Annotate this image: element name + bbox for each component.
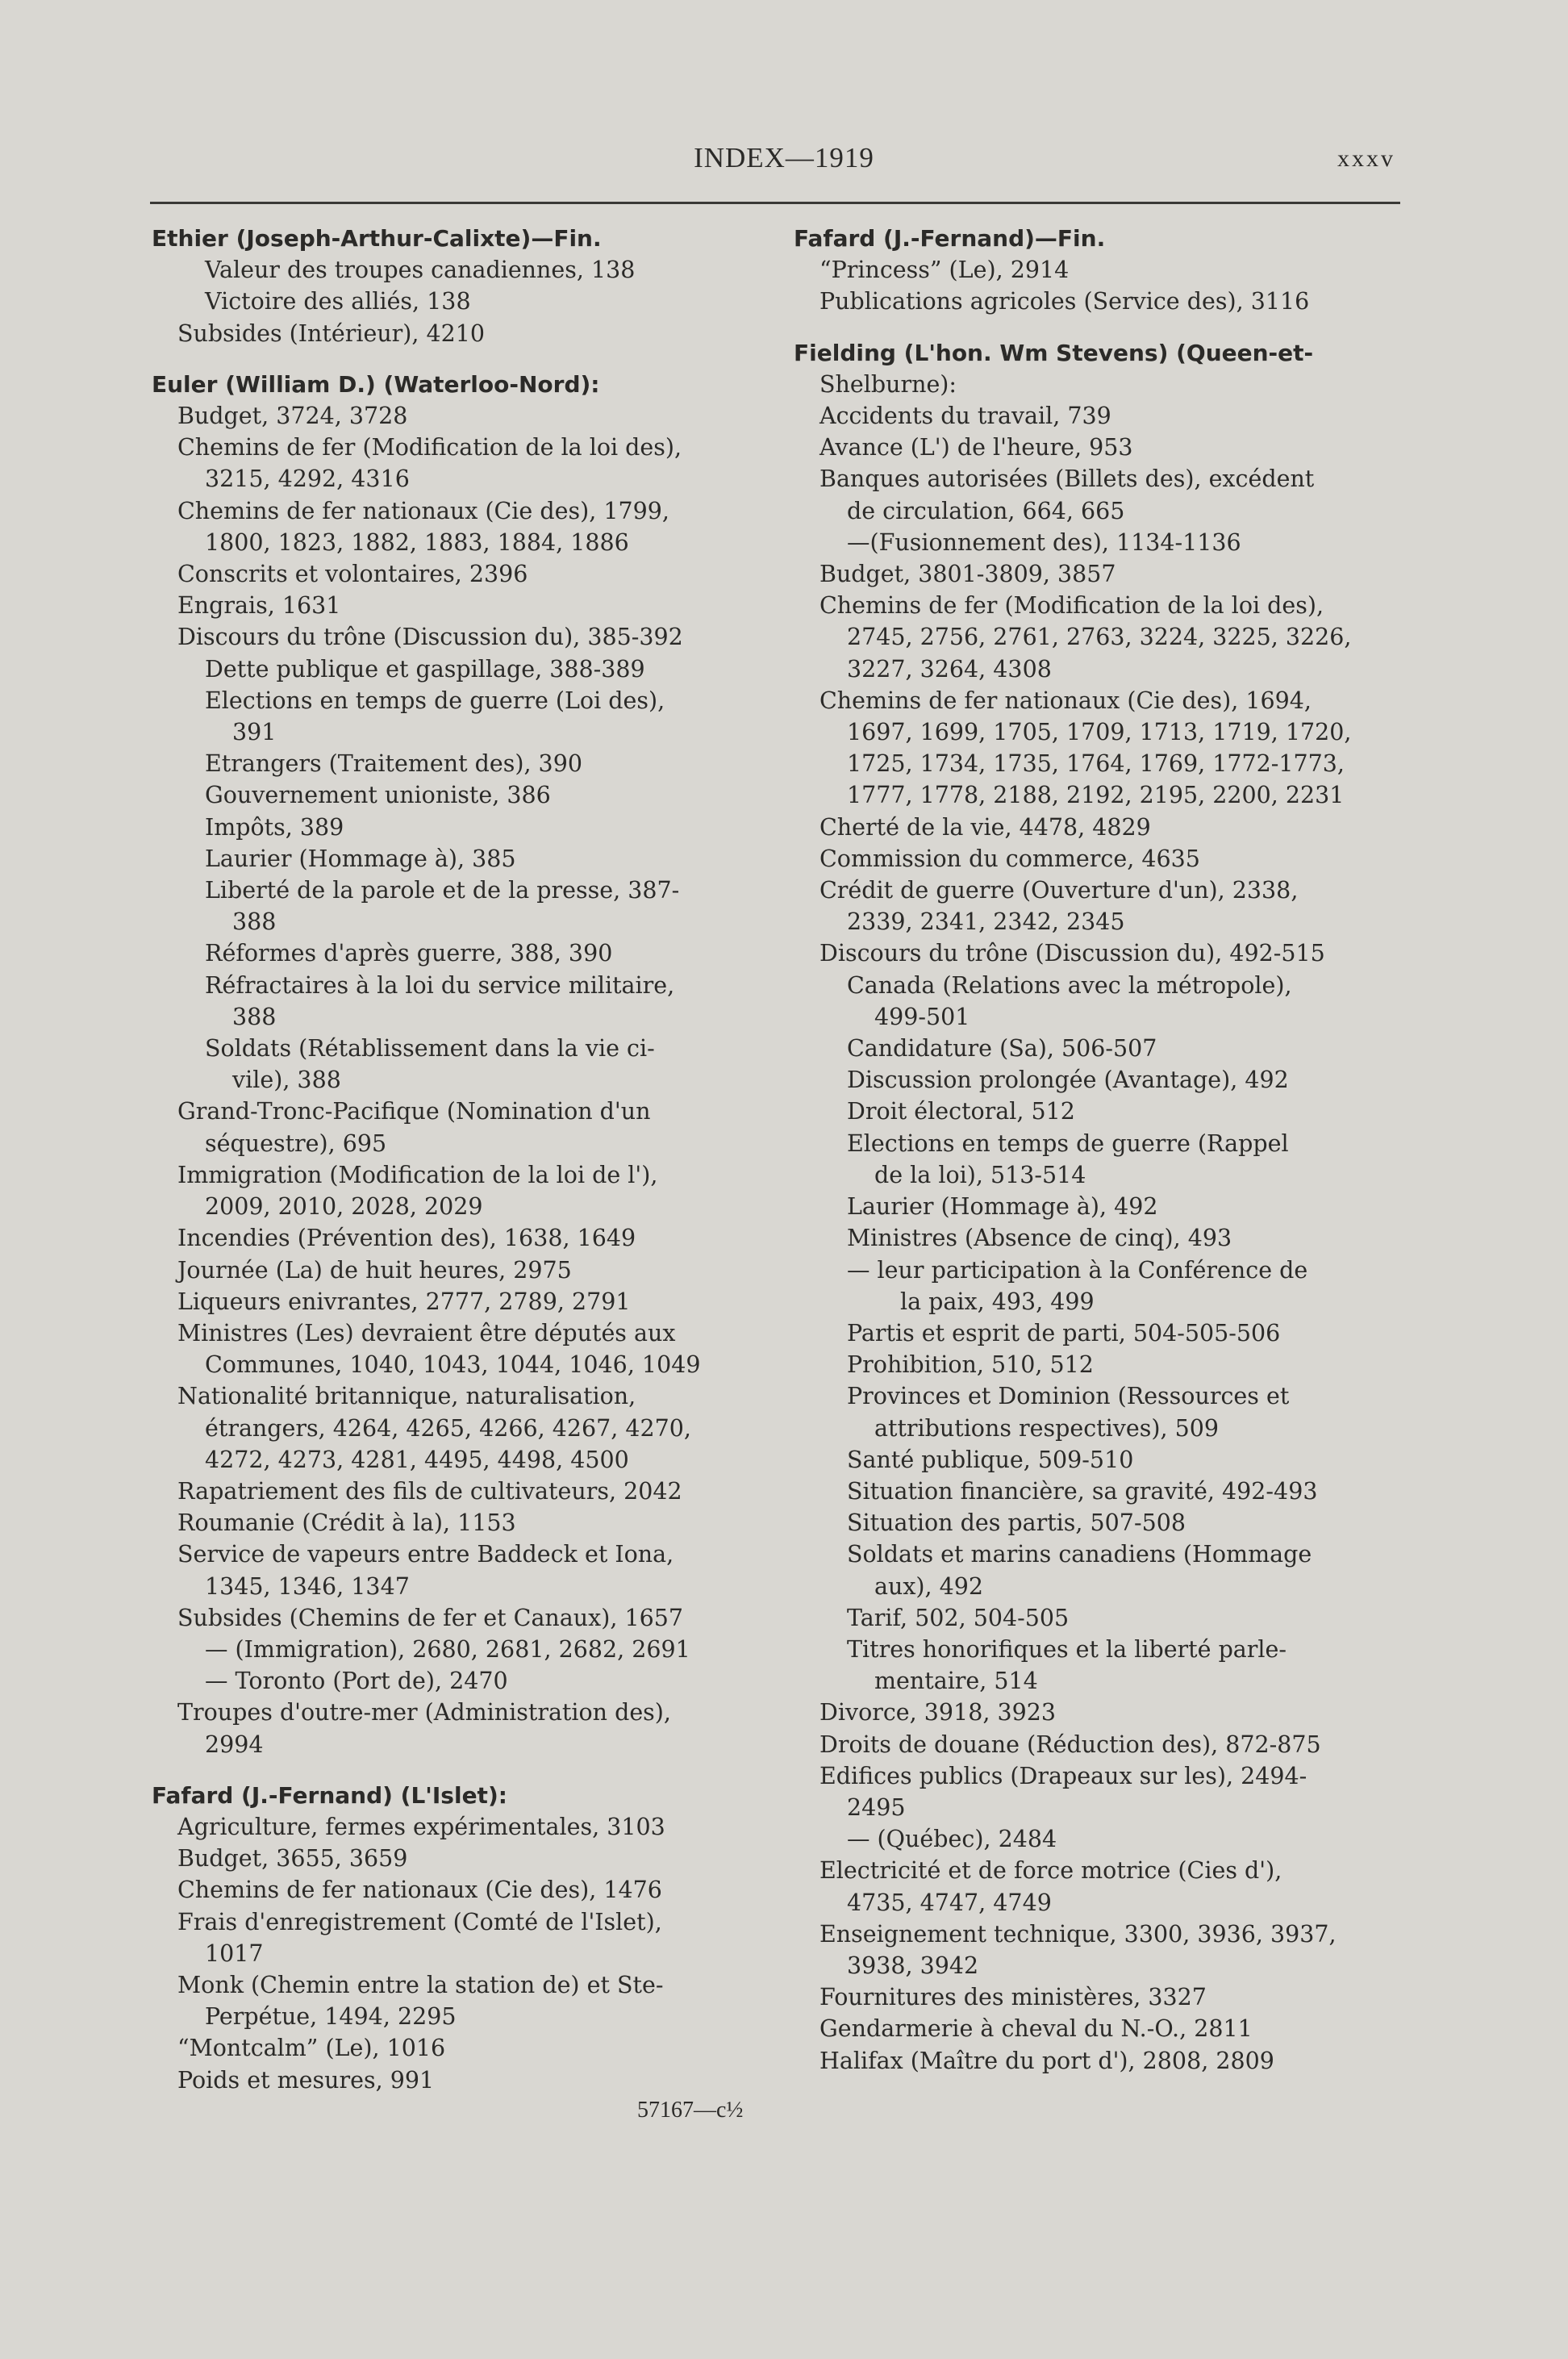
index-entry: 2339, 2341, 2342, 2345 (847, 908, 1125, 936)
index-entry: vile), 388 (232, 1067, 341, 1094)
index-entry: 4735, 4747, 4749 (847, 1889, 1052, 1916)
index-entry: 499-501 (874, 1003, 970, 1030)
index-entry: Situation financière, sa gravité, 492-493 (847, 1477, 1318, 1505)
index-entry: Subsides (Intérieur), 4210 (177, 319, 486, 347)
index-entry: Subsides (Chemins de fer et Canaux), 1657 (177, 1604, 683, 1631)
index-entry: Cherté de la vie, 4478, 4829 (819, 813, 1151, 841)
index-entry: Edifices publics (Drapeaux sur les), 2494- (819, 1762, 1307, 1789)
index-entry: Discussion prolongée (Avantage), 492 (847, 1067, 1289, 1094)
index-entry: Monk (Chemin entre la station de) et Ste- (177, 1971, 664, 1998)
index-entry: attributions respectives), 509 (874, 1414, 1219, 1442)
index-entry: Grand-Tronc-Pacifique (Nomination d'un (177, 1098, 651, 1125)
index-entry: Enseignement technique, 3300, 3936, 3937, (819, 1920, 1337, 1948)
index-entry: Engrais, 1631 (177, 592, 341, 620)
index-entry: 2495 (847, 1793, 906, 1821)
index-entry: Ministres (Les) devraient être députés aux (177, 1319, 676, 1347)
entry-gap (794, 318, 1407, 337)
index-heading: Ethier (Joseph-Arthur-Calixte)—Fin. (152, 225, 602, 252)
index-entry: Chemins de fer (Modification de la loi des), (177, 434, 682, 461)
index-entry: Chemins de fer nationaux (Cie des), 1476 (177, 1877, 662, 1904)
index-entry: Victoire des alliés, 138 (205, 288, 471, 315)
index-entry: Rapatriement des fils de cultivateurs, 2042 (177, 1477, 682, 1505)
index-entry: Conscrits et volontaires, 2396 (177, 561, 528, 588)
index-entry: Liqueurs enivrantes, 2777, 2789, 2791 (177, 1288, 631, 1315)
index-entry: Immigration (Modification de la loi de l'), (177, 1161, 658, 1188)
index-entry: “Montcalm” (Le), 1016 (177, 2035, 446, 2062)
index-entry: Soldats (Rétablissement dans la vie ci- (205, 1035, 655, 1063)
index-entry: Nationalité britannique, naturalisation, (177, 1383, 636, 1410)
index-entry: Roumanie (Crédit à la), 1153 (177, 1509, 516, 1537)
index-entry: Budget, 3724, 3728 (177, 403, 408, 430)
index-entry: 388 (232, 1003, 277, 1030)
index-entry: Partis et esprit de parti, 504-505-506 (847, 1319, 1281, 1347)
index-entry: Titres honorifiques et la liberté parle- (847, 1635, 1287, 1663)
index-entry: 1725, 1734, 1735, 1764, 1769, 1772-1773, (847, 750, 1345, 778)
index-entry: Budget, 3655, 3659 (177, 1845, 408, 1873)
index-entry: Tarif, 502, 504-505 (847, 1604, 1070, 1631)
page-title: INDEX—1919 (694, 142, 874, 173)
index-column-left (152, 223, 765, 2096)
index-entry: — Toronto (Port de), 2470 (205, 1668, 508, 1695)
index-entry: Candidature (Sa), 506-507 (847, 1035, 1157, 1063)
index-heading: Euler (William D.) (Waterloo-Nord): (152, 370, 600, 398)
index-entry: 1777, 1778, 2188, 2192, 2195, 2200, 2231 (847, 782, 1345, 809)
index-entry: 1800, 1823, 1882, 1883, 1884, 1886 (205, 528, 629, 556)
index-entry: Liberté de la parole et de la presse, 387- (205, 877, 680, 904)
index-heading: Fafard (J.-Fernand)—Fin. (794, 225, 1106, 252)
entry-gap (152, 1760, 765, 1780)
index-entry: étrangers, 4264, 4265, 4266, 4267, 4270, (205, 1414, 691, 1442)
index-entry: Shelburne): (819, 370, 957, 398)
index-entry: 1697, 1699, 1705, 1709, 1713, 1719, 1720, (847, 719, 1352, 746)
index-entry: — (Québec), 2484 (847, 1826, 1057, 1853)
index-entry: 391 (232, 719, 277, 746)
index-entry: Avance (L') de l'heure, 953 (819, 434, 1133, 461)
index-entry: Divorce, 3918, 3923 (819, 1699, 1056, 1726)
index-entry: Chemins de fer nationaux (Cie des), 1694, (819, 687, 1312, 714)
index-entry: Gouvernement unioniste, 386 (205, 782, 551, 809)
index-entry: 3215, 4292, 4316 (205, 466, 410, 493)
index-entry: —(Fusionnement des), 1134-1136 (847, 528, 1241, 556)
index-entry: Chemins de fer nationaux (Cie des), 1799, (177, 497, 669, 524)
index-entry: Publications agricoles (Service des), 3116 (819, 288, 1310, 315)
index-entry: Réfractaires à la loi du service militaire, (205, 971, 675, 999)
index-entry: Laurier (Hommage à), 385 (205, 845, 516, 872)
index-entry: Elections en temps de guerre (Loi des), (205, 687, 665, 714)
index-entry: mentaire, 514 (874, 1668, 1038, 1695)
index-entry: la paix, 493, 499 (900, 1288, 1095, 1315)
index-entry: Soldats et marins canadiens (Hommage (847, 1541, 1312, 1568)
index-entry: Discours du trône (Discussion du), 492-515 (819, 940, 1325, 967)
index-entry: 4272, 4273, 4281, 4495, 4498, 4500 (205, 1446, 629, 1473)
index-entry: — leur participation à la Conférence de (847, 1256, 1308, 1284)
index-entry: Droit électoral, 512 (847, 1098, 1075, 1125)
index-entry: Dette publique et gaspillage, 388-389 (205, 655, 645, 683)
index-entry: Etrangers (Traitement des), 390 (205, 750, 582, 778)
index-entry: Impôts, 389 (205, 813, 344, 841)
entry-gap (152, 349, 765, 369)
index-entry: Chemins de fer (Modification de la loi des), (819, 592, 1324, 620)
index-entry: Banques autorisées (Billets des), excédent (819, 466, 1315, 493)
index-entry: Fournitures des ministères, 3327 (819, 1984, 1207, 2011)
index-entry: Journée (La) de huit heures, 2975 (177, 1256, 572, 1284)
index-entry: 3227, 3264, 4308 (847, 655, 1052, 683)
index-entry: Elections en temps de guerre (Rappel (847, 1129, 1289, 1157)
index-column-right (794, 223, 1407, 2077)
index-entry: 2994 (205, 1731, 264, 1758)
index-entry: Poids et mesures, 991 (177, 2066, 435, 2094)
index-entry: Droits de douane (Réduction des), 872-875 (819, 1731, 1321, 1758)
index-heading: Fielding (L'hon. Wm Stevens) (Queen-et- (794, 339, 1314, 366)
index-entry: Situation des partis, 507-508 (847, 1509, 1186, 1537)
index-entry: 388 (232, 908, 277, 936)
index-entry: Canada (Relations avec la métropole), (847, 971, 1292, 999)
page-number: xxxv (1337, 145, 1395, 172)
index-entry: Discours du trône (Discussion du), 385-392 (177, 624, 683, 651)
index-entry: — (Immigration), 2680, 2681, 2682, 2691 (205, 1635, 690, 1663)
index-entry: Commission du commerce, 4635 (819, 845, 1200, 872)
index-entry: Santé publique, 509-510 (847, 1446, 1134, 1473)
index-entry: Accidents du travail, 739 (819, 403, 1111, 430)
index-entry: 2009, 2010, 2028, 2029 (205, 1193, 483, 1221)
index-entry: aux), 492 (874, 1572, 984, 1600)
index-entry: Service de vapeurs entre Baddeck et Iona, (177, 1541, 674, 1568)
index-entry: Communes, 1040, 1043, 1044, 1046, 1049 (205, 1351, 701, 1379)
index-entry: Provinces et Dominion (Ressources et (847, 1383, 1290, 1410)
index-entry: Crédit de guerre (Ouverture d'un), 2338, (819, 877, 1299, 904)
index-entry: Ministres (Absence de cinq), 493 (847, 1225, 1232, 1252)
signature-mark: 57167—c½ (637, 2098, 744, 2123)
header-rule (150, 202, 1400, 204)
index-entry: 1017 (205, 1939, 264, 1967)
index-entry: 3938, 3942 (847, 1952, 979, 1979)
index-entry: Laurier (Hommage à), 492 (847, 1193, 1158, 1221)
index-entry: Perpétue, 1494, 2295 (205, 2003, 457, 2031)
index-entry: Valeur des troupes canadiennes, 138 (205, 257, 636, 284)
index-entry: 1345, 1346, 1347 (205, 1572, 410, 1600)
index-entry: Troupes d'outre-mer (Administration des), (177, 1699, 671, 1726)
index-heading: Fafard (J.-Fernand) (L'Islet): (152, 1781, 507, 1809)
index-entry: Prohibition, 510, 512 (847, 1351, 1094, 1379)
index-entry: de la loi), 513-514 (874, 1161, 1086, 1188)
index-entry: “Princess” (Le), 2914 (819, 257, 1070, 284)
index-entry: Gendarmerie à cheval du N.-O., 2811 (819, 2015, 1253, 2043)
index-entry: séquestre), 695 (205, 1129, 387, 1157)
index-entry: Frais d'enregistrement (Comté de l'Islet), (177, 1908, 662, 1935)
index-entry: Agriculture, fermes expérimentales, 3103 (177, 1813, 665, 1840)
index-entry: Réformes d'après guerre, 388, 390 (205, 940, 613, 967)
index-entry: de circulation, 664, 665 (847, 497, 1125, 524)
index-entry: Electricité et de force motrice (Cies d'), (819, 1857, 1282, 1885)
index-entry: Budget, 3801-3809, 3857 (819, 561, 1116, 588)
index-entry: Halifax (Maître du port d'), 2808, 2809 (819, 2047, 1274, 2074)
index-entry: Incendies (Prévention des), 1638, 1649 (177, 1225, 636, 1252)
index-entry: 2745, 2756, 2761, 2763, 3224, 3225, 3226, (847, 624, 1352, 651)
